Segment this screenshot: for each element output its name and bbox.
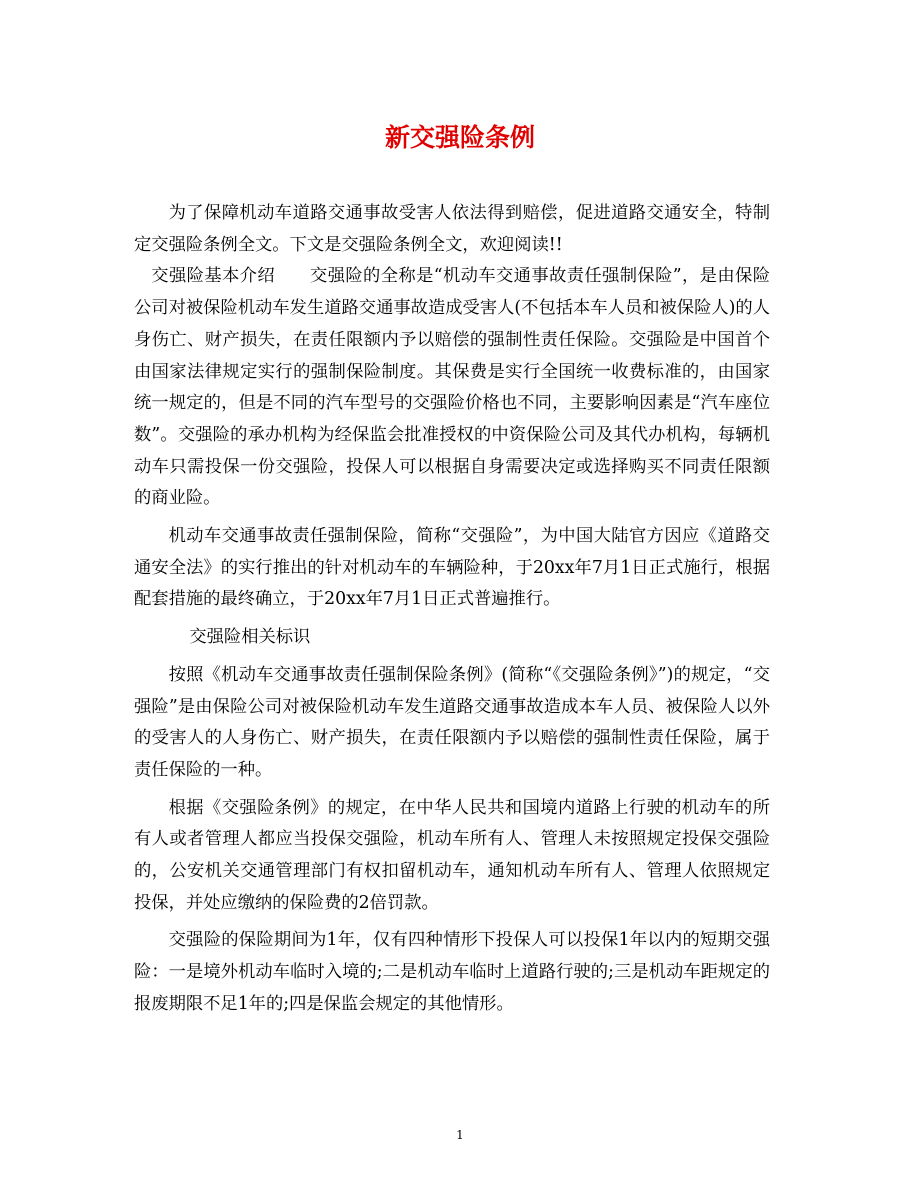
- paragraph-regulation: 按照《机动车交通事故责任强制保险条例》(简称“《交强险条例》”)的规定，“交强险”是由保险公司对被保险机动车发生道路交通事故造成本车人员、被保险人以外的受害人的人身伤亡、财产损失，在责任限额内予以赔偿的强制性责任保险，属于责任保险的一种。: [134, 664, 770, 780]
- paragraph-penalty: 根据《交强险条例》的规定，在中华人民共和国境内道路上行驶的机动车的所有人或者管理人都应当投保交强险，机动车所有人、管理人未按照规定投保交强险的，公安机关交通管理部门有权扣留机动车，通知机动车所有人、管理人依照规定投保，并处应缴纳的保险费的2倍罚款。: [134, 797, 770, 913]
- document-body: [134, 198, 770, 1021]
- paragraph-definition: 机动车交通事故责任强制保险，简称“交强险”，为中国大陆官方因应《道路交通安全法》的实行推出的针对机动车的车辆险种，于20xx年7月1日正式施行，根据配套措施的最终确立，于20xx年7月1日正式普遍推行。: [134, 526, 770, 610]
- basic-intro-body: 交强险的全称是“机动车交通事故责任强制保险”，是由保险公司对被保险机动车发生道路交通事故造成受害人(不包括本车人员和被保险人)的人身伤亡、财产损失，在责任限额内予以赔偿的强制性责任保险。交强险是中国首个由国家法律规定实行的强制保险制度。其保费是实行全国统一收费标准的，由国家统一规定的，但是不同的汽车型号的交强险价格也不同，主要影响因素是“汽车座位数”。交强险的承办机构为经保监会批准授权的中资保险公司及其代办机构，每辆机动车只需投保一份交强险，投保人可以根据自身需要决定或选择购买不同责任限额的商业险。: [134, 266, 770, 509]
- paragraph-period: 交强险的保险期间为1年，仅有四种情形下投保人可以投保1年以内的短期交强险：一是境外机动车临时入境的;二是机动车临时上道路行驶的;三是机动车距规定的报废期限不足1年的;四是保监会规定的其他情形。: [134, 930, 770, 1014]
- paragraph-basic-intro: [134, 261, 770, 515]
- page-title: 新交强险条例: [384, 123, 535, 152]
- basic-intro-heading: 交强险基本介绍: [151, 266, 276, 287]
- paragraph-intro: 为了保障机动车道路交通事故受害人依法得到赔偿，促进道路交通安全，特制定交强险条例全文。下文是交强险条例全文，欢迎阅读!!: [134, 203, 770, 255]
- page-number: 1: [456, 1128, 464, 1142]
- paragraph-knowledge-heading: 交强险相关标识: [189, 627, 311, 648]
